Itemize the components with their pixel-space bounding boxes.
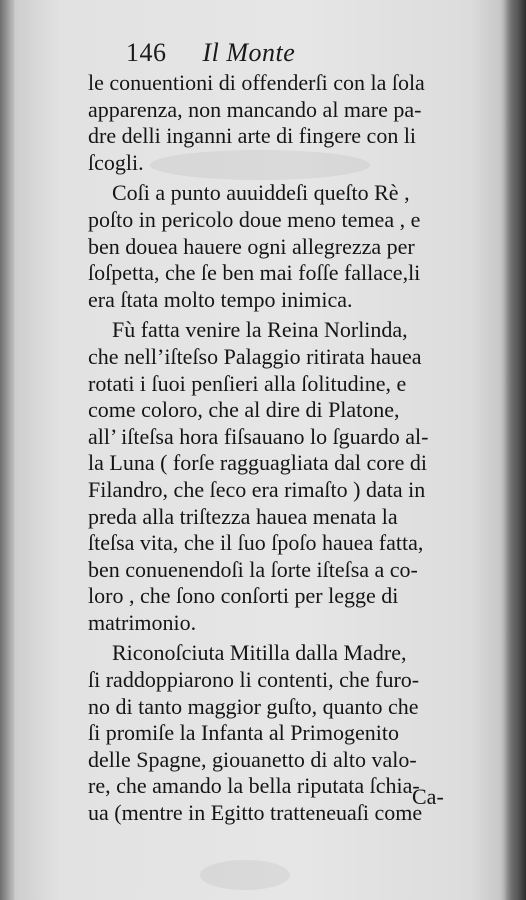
text-line: poſto in pericolo doue meno temea , e: [88, 206, 421, 232]
text-line: ben conuenendoſi la ſorte iſteſsa a co-: [88, 556, 418, 582]
text-line: Fù fatta venire la Reina Norlinda,: [112, 317, 408, 343]
text-line: la Luna ( forſe ragguagliata dal core di: [88, 450, 428, 476]
text-line: rotati i ſuoi penſieri alla ſolitudine, e: [88, 370, 407, 396]
catchword: Ca-: [412, 784, 444, 809]
text-line: che nell’iſteſso Palaggio ritirata hauea: [88, 343, 422, 369]
text-line: delle Spagne, giouanetto di alto valo-: [88, 746, 417, 772]
text-line: ua (mentre in Egitto tratteneuaſi come: [88, 800, 423, 826]
running-head: [126, 38, 295, 68]
text-line: apparenza, non mancando al mare pa-: [88, 96, 422, 122]
text-line: matrimonio.: [88, 609, 197, 635]
text-line: ben douea hauere ogni allegrezza per: [88, 233, 415, 259]
body-text: [88, 70, 472, 827]
text-line: loro , che ſono conſorti per legge di: [88, 583, 399, 609]
text-line: ſteſsa vita, che il ſuo ſpoſo hauea fatta,: [88, 530, 424, 556]
text-line: ſoſpetta, che ſe ben mai foſſe fallace,li: [88, 260, 421, 286]
page-gutter-shadow: [0, 0, 14, 900]
text-line: Filandro, che ſeco era rimaſto ) data in: [88, 476, 426, 502]
text-line: era ſtata molto tempo inimica.: [88, 286, 353, 312]
text-line: preda alla triſtezza hauea menata la: [88, 503, 398, 529]
page-edge-shadow: [504, 0, 526, 900]
text-line: no di tanto maggior guſto, quanto che: [88, 693, 419, 719]
paper-stain: [200, 860, 290, 890]
text-line: ſi raddoppiarono li contenti, che furo-: [88, 667, 420, 693]
page-number: 146: [126, 38, 167, 67]
text-line: all’ iſteſsa hora fiſsauano lo ſguardo al-: [88, 423, 429, 449]
text-line: ſi promiſe la Infanta al Primogenito: [88, 720, 399, 746]
text-line: come coloro, che al dire di Platone,: [88, 397, 400, 423]
text-line: Riconoſciuta Mitilla dalla Madre,: [112, 640, 407, 666]
text-line: ſcogli.: [88, 149, 144, 175]
text-line: dre delli inganni arte di fingere con li: [88, 123, 417, 149]
text-line: Coſi a punto auuiddeſi queſto Rè ,: [112, 180, 410, 206]
running-title: Il Monte: [202, 38, 296, 67]
text-line: re, che amando la bella riputata ſchia-: [88, 773, 420, 799]
text-line: le conuentioni di offenderſi con la ſola: [88, 70, 425, 95]
